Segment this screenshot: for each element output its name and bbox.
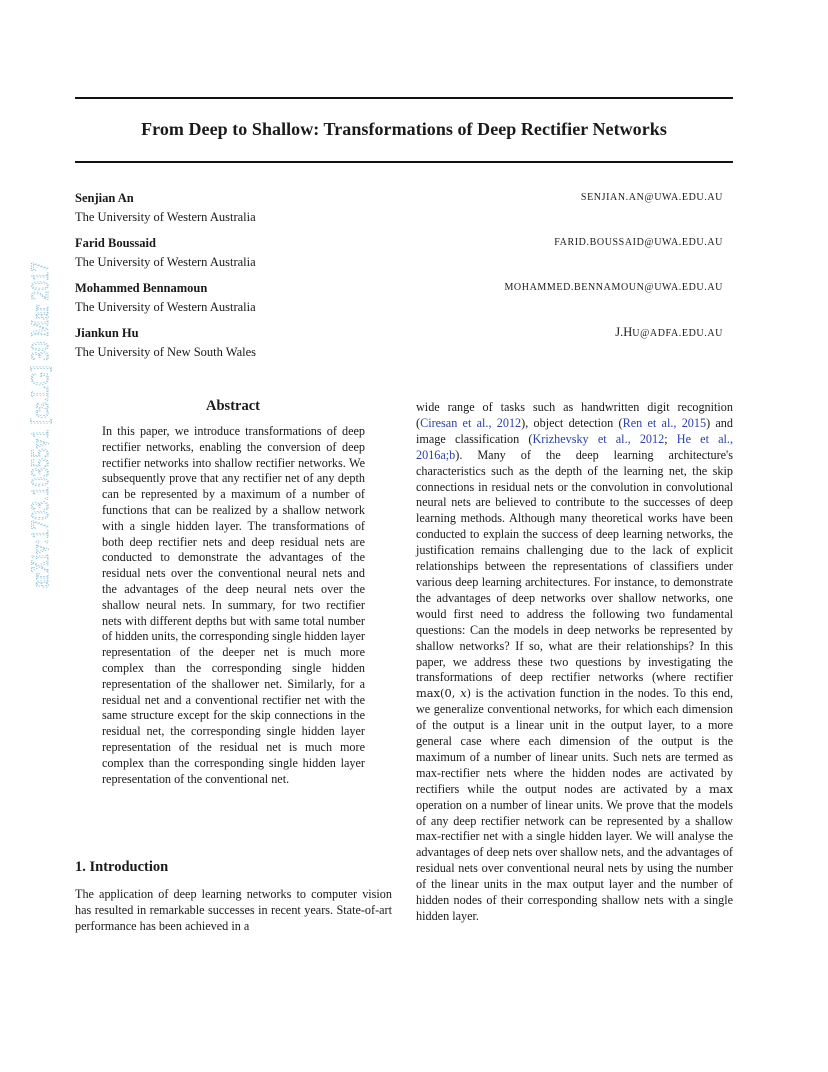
author-email-domain: @UWA.EDU.AU	[644, 237, 723, 248]
author-name: Farid Boussaid	[75, 236, 156, 250]
title-rule-bottom	[75, 161, 733, 163]
author-block	[75, 191, 723, 231]
author-block	[75, 236, 723, 276]
author-email-domain: U@ADFA.EDU.AU	[632, 328, 723, 339]
author-email-user: MOHAMMED.BENNAMOUN	[504, 282, 645, 293]
intro-paragraph-left: The application of deep learning networks to computer vision has resulted in remarkable successes in recent years. State-of-art performance has been achieved in a	[75, 887, 392, 933]
author-email[interactable]	[554, 237, 723, 248]
citation-link[interactable]: He et al., 2016a;b	[416, 431, 734, 462]
paper-title: From Deep to Shallow: Transformations of Deep Rectifier Networks	[141, 119, 667, 139]
section-heading: 1. Introduction	[75, 859, 169, 875]
author-email[interactable]	[615, 325, 723, 340]
math-expression: max	[708, 781, 733, 796]
author-affiliation: The University of Western Australia	[75, 210, 256, 224]
arxiv-stamp-svg	[16, 161, 56, 590]
author-block	[75, 326, 723, 366]
author-block	[75, 281, 723, 321]
author-email-initial: J	[615, 325, 621, 339]
arxiv-stamp-text: arXiv:1703.10355v1 [cs.LG] 30 Mar 2017	[27, 161, 54, 588]
arxiv-stamp	[16, 161, 56, 590]
author-email[interactable]	[581, 192, 723, 203]
author-name: Mohammed Bennamoun	[75, 281, 208, 295]
author-email-domain: @UWA.EDU.AU	[644, 282, 723, 293]
citation-link[interactable]: Krizhevsky et al., 2012	[532, 431, 665, 446]
author-affiliation: The University of New South Wales	[75, 345, 257, 359]
intro-paragraph-right	[416, 400, 733, 925]
intro-text: operation on a number of linear units. We prove that the models of any deep rectifier network can be represented by a shallow max-rectifier net with a single hidden layer. We will analyse the advantages of deep nets over shallow nets, and the advantages of residual nets over conventional neural nets by using the number of the linear units in the max output layer and the number of hidden nodes of their corresponding shallow nets with a single hidden layer.	[416, 797, 733, 923]
citation-link[interactable]: Ren et al., 2015	[622, 415, 707, 430]
intro-text: ), object detection (	[521, 415, 623, 430]
intro-text: ) and image classification (	[416, 415, 733, 446]
author-email-domain: @UWA.EDU.AU	[644, 192, 723, 203]
intro-text: ). Many of the deep learning architecture's characteristics such as the depth of the learning net, the skip connections in residual nets or the convolution in convolutional neural nets are believed to contribute to the successes of deep learning methods. Although many theoretical works have been conducted to explain the success of deep learning networks, the justification remains challenging due to the lack of explicit relationships between the representations of classifiers under various deep learning architectures. For instance, to demonstrate the advantages of deep networks over shallow networks, one would first need to address the following two fundamental questions: Can the models in deep networks be represented by shallow networks? If so, what are their relationships? In this paper, we address these two questions by investigating the transformations of deep rectifier networks (where rectifier	[416, 447, 733, 685]
author-email-dot: .	[620, 325, 624, 339]
abstract-heading: Abstract	[206, 398, 260, 414]
author-name: Senjian An	[75, 191, 134, 205]
intro-text: wide range of tasks such as handwritten digit recognition (	[416, 400, 733, 430]
author-affiliation: The University of Western Australia	[75, 255, 256, 269]
abstract-text: In this paper, we introduce transformations of deep rectifier networks, enabling the conversion of deep rectifier networks into shallow rectifier networks. We subsequently prove that any rectifier net of any depth can be represented by a maximum of a number of functions that can be realized by a shallow network with a single hidden layer. The transformations of both deep rectifier nets and deep residual nets are conducted to demonstrate the advantages of the residual nets over the conventional neural nets and the advantages of the deep neural nets over the shallow neural nets. In summary, for two rectifier nets with different depths but with same total number of hidden units, the corresponding single hidden layer representation of the deeper net is much more complex than the corresponding single hidden representation of the shallower net. Similarly, for a residual net and a conventional rectifier net with the same structure except for the skip connections in the residual net, the corresponding single hidden layer representation of the residual net is much more complex than the corresponding single hidden layer representation of the conventional net.	[102, 424, 365, 786]
author-email-initial: H	[623, 325, 633, 339]
intro-text: ;	[664, 431, 677, 446]
math-expression: max(0, 𝑥)	[416, 686, 472, 701]
author-email-user: SENJIAN.AN	[580, 192, 645, 203]
author-affiliation: The University of Western Australia	[75, 300, 256, 314]
title-rule-top	[75, 97, 733, 99]
author-name: Jiankun Hu	[75, 326, 139, 340]
author-email[interactable]	[504, 282, 723, 293]
author-email-user: FARID.BOUSSAID	[554, 237, 645, 248]
intro-text: is the activation function in the nodes. To this end, we generalize conventional networks, for which each dimension of the output is a linear unit in the output layer, to a more general case where each dimension of the output is the maximum of a number of linear units. Such nets are termed as max-rectifier nets where the hidden nodes are activated by rectifiers while the output nodes are activated by a	[416, 686, 733, 796]
citation-link[interactable]: Ciresan et al., 2012	[420, 415, 522, 430]
